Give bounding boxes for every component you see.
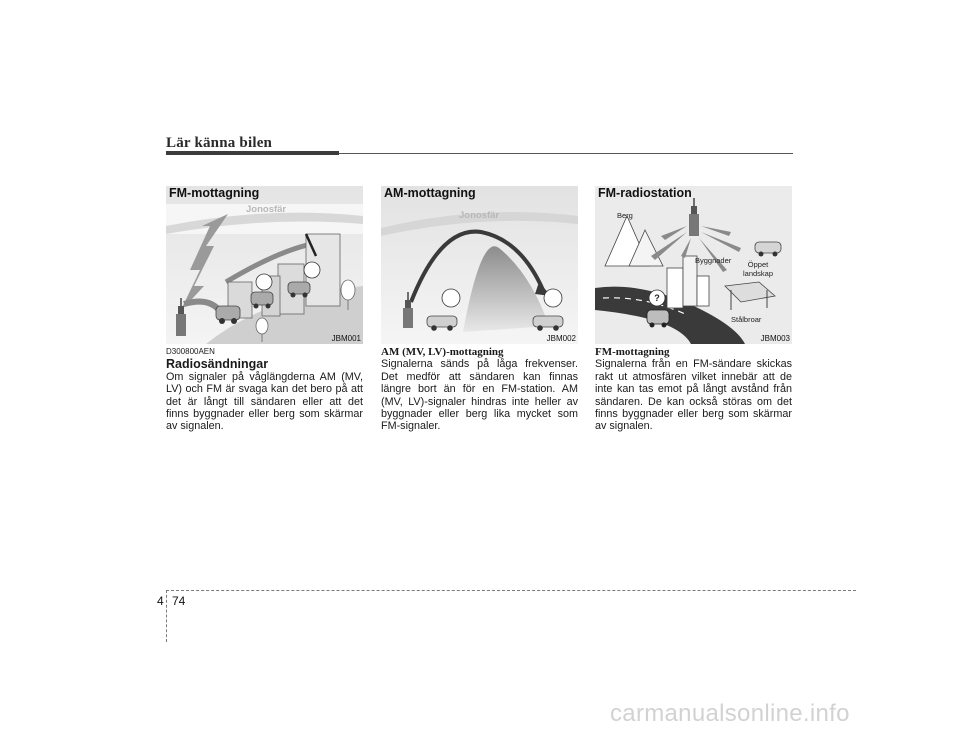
page-number: 74 (172, 594, 186, 608)
section-title: Lär känna bilen (166, 135, 273, 151)
figure-code: JBM003 (760, 334, 790, 343)
chapter-number: 4 (157, 594, 164, 608)
figure-code: JBM002 (546, 334, 576, 343)
header-rule-thin (339, 153, 793, 154)
body-text: Om signaler på våglängderna AM (MV, LV) och FM är svaga kan det bero på att det är långt till sändaren eller att det finns byggnader eller berg som skärmar av signalen. (166, 370, 363, 433)
open-country-label: Öppet landskap (742, 260, 774, 278)
mountain-label: Berg (617, 211, 633, 220)
body-text: Signalerna sänds på låga frekvenser. Det medför att sändaren kan finnas längre bort än för en FM-station. AM (MV, LV)-signaler hindras inte heller av byggnader eller berg lika mycket som FM-signaler. (381, 358, 578, 433)
figure-fm-station (595, 186, 792, 344)
figure-title: FM-mottagning (169, 186, 260, 200)
figure-code: JBM001 (331, 334, 361, 343)
figure-fm-reception (166, 186, 363, 344)
header-rule-thick (166, 151, 339, 155)
column-middle (381, 346, 578, 433)
steel-bridges-label: Stålbroar (731, 315, 762, 324)
footer-rule (166, 590, 856, 591)
ionosphere-label: Jonosfär (246, 204, 287, 215)
footer-margin-rule (166, 590, 167, 642)
figure-title: AM-mottagning (384, 186, 476, 200)
reference-code: D300800AEN (166, 347, 215, 356)
body-text: Signalerna från en FM-sändare skickas rakt ut atmosfären vilket innebär att de inte kan tas emot på långt avstånd från sändaren. De kan också störas om det finns byggnader eller berg som skärmar av signalen. (595, 358, 792, 433)
question-mark-text: ? (654, 293, 660, 303)
column-right (595, 346, 792, 433)
section-heading: Radiosändningar (166, 357, 269, 372)
buildings-label: Byggnader (695, 256, 732, 265)
figure-title: FM-radiostation (598, 186, 692, 200)
watermark: carmanualsonline.info (610, 700, 850, 727)
static-bubble (256, 274, 272, 290)
subsection-heading: FM-mottagning (595, 346, 670, 358)
figure-am-reception (381, 186, 578, 344)
ionosphere-label: Jonosfär (459, 210, 500, 221)
column-left (166, 346, 363, 433)
subsection-heading: AM (MV, LV)-mottagning (381, 346, 504, 358)
